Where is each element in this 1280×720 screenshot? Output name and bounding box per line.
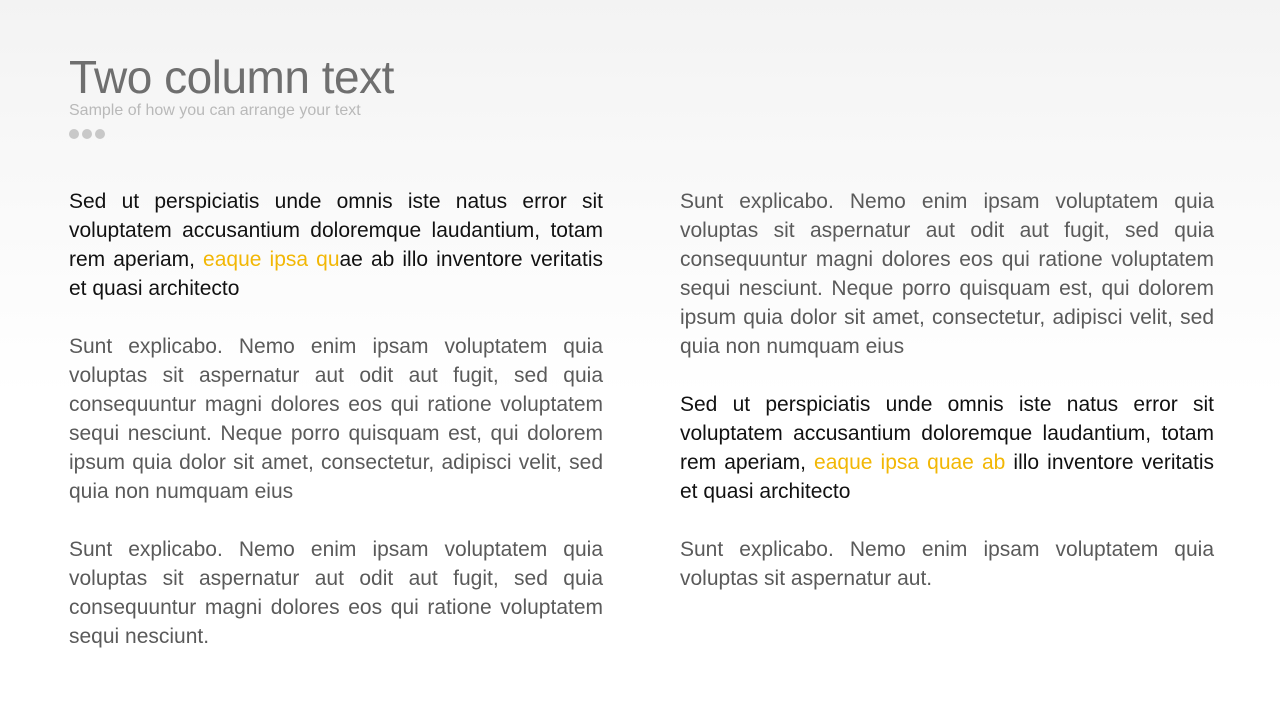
intro-text-after: illo inventore veritatis et quasi architecto xyxy=(680,451,1214,503)
right-paragraph-intro xyxy=(680,390,1214,506)
dot-icon xyxy=(82,129,92,139)
intro-text-highlight: eaque ipsa quae ab xyxy=(814,451,1006,474)
right-column xyxy=(680,187,1214,622)
page-subtitle: Sample of how you can arrange your text xyxy=(69,102,361,119)
intro-text-highlight: eaque ipsa qu xyxy=(203,248,340,271)
dot-icon xyxy=(69,129,79,139)
left-paragraph-body-1: Sunt explicabo. Nemo enim ipsam voluptatem quia voluptas sit aspernatur aut odit aut fugit, sed quia consequuntur magni dolores eos qui ratione voluptatem sequi nesciunt. Neque porro quisquam est, qui dolorem ipsum quia dolor sit amet, consectetur, adipisci velit, sed quia non numquam eius xyxy=(69,335,603,503)
decorative-dots xyxy=(69,129,105,139)
left-paragraph-body-2: Sunt explicabo. Nemo enim ipsam voluptatem quia voluptas sit aspernatur aut odit aut fugit, sed quia consequuntur magni dolores eos qui ratione voluptatem sequi nesciunt. xyxy=(69,538,603,648)
right-paragraph-body-1: Sunt explicabo. Nemo enim ipsam voluptatem quia voluptas sit aspernatur aut odit aut fugit, sed quia consequuntur magni dolores eos qui ratione voluptatem sequi nesciunt. Neque porro quisquam est, qui dolorem ipsum quia dolor sit amet, consectetur, adipisci velit, sed quia non numquam eius xyxy=(680,190,1214,358)
right-paragraph-body-2: Sunt explicabo. Nemo enim ipsam voluptatem quia voluptas sit aspernatur aut. xyxy=(680,538,1214,590)
left-paragraph-intro xyxy=(69,187,603,303)
intro-text-before: Sed ut perspiciatis unde omnis iste natus error sit voluptatem accusantium doloremque laudantium, totam rem aperiam, xyxy=(680,393,1214,474)
page-title: Two column text xyxy=(69,51,394,103)
intro-text-before: Sed ut perspiciatis unde omnis iste natus error sit voluptatem accusantium doloremque laudantium, totam rem aperiam, xyxy=(69,190,603,271)
dot-icon xyxy=(95,129,105,139)
intro-text-after: ae ab illo inventore veritatis et quasi architecto xyxy=(69,248,603,300)
left-column xyxy=(69,187,603,680)
